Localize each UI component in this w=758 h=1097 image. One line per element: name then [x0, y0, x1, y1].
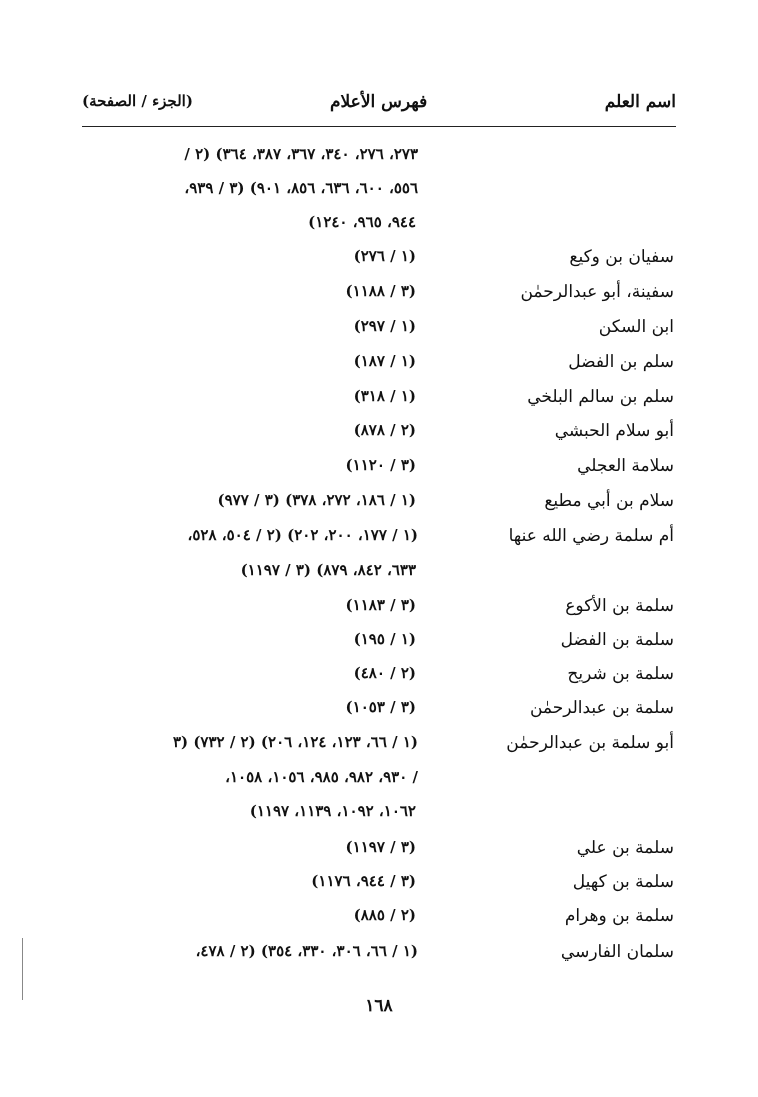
index-entry: [0, 698, 758, 732]
index-entry: [0, 630, 758, 664]
scan-margin-line: [22, 938, 23, 1000]
entry-reference: ٥٥٦، ٦٠٠، ٦٣٦، ٨٥٦، ٩٠١) (٣ / ٩٣٩،: [184, 179, 418, 197]
entry-name: سفيان بن وكيع: [569, 247, 674, 267]
index-entry: [0, 282, 758, 316]
index-entry: [0, 802, 758, 836]
entry-name: سلمة بن شريح: [567, 664, 674, 684]
entry-name: سفينة، أبو عبدالرحمٰن: [520, 282, 674, 302]
index-entry: [0, 387, 758, 421]
entry-name: أم سلمة رضي الله عنها: [508, 526, 674, 546]
entry-name: أبو سلمة بن عبدالرحمٰن: [506, 733, 674, 753]
index-entry: [0, 145, 758, 179]
index-entry: [0, 352, 758, 386]
page-title: فهرس الأعلام: [330, 92, 428, 112]
name-column-heading: اسم العلم: [604, 92, 676, 112]
index-entry: [0, 733, 758, 767]
entry-reference: (٣ / ١١٢٠): [345, 456, 416, 474]
entry-reference: (١ / ١٩٥): [353, 630, 416, 648]
reference-column-heading: (الجزء / الصفحة): [82, 92, 193, 110]
entry-reference: ١٠٦٢، ١٠٩٢، ١١٣٩، ١١٩٧): [249, 802, 416, 820]
index-entry: [0, 906, 758, 940]
entry-name: سلمة بن عبدالرحمٰن: [529, 698, 674, 718]
entry-reference: (٢ / ٤٨٠): [353, 664, 416, 682]
index-entry: [0, 664, 758, 698]
index-entry: [0, 317, 758, 351]
entry-name: سلمة بن كهيل: [572, 872, 674, 892]
entry-name: سلم بن الفضل: [568, 352, 674, 372]
entry-reference: (١ / ١٧٧، ٢٠٠، ٢٠٢) (٢ / ٥٠٤، ٥٢٨،: [187, 526, 418, 544]
entry-name: ابن السكن: [598, 317, 674, 337]
index-entry: [0, 247, 758, 281]
header-rule: [82, 126, 676, 127]
entry-reference: (٣ / ١٠٥٣): [345, 698, 416, 716]
entry-reference: ٢٧٣، ٢٧٦، ٣٤٠، ٣٦٧، ٣٨٧، ٣٦٤) (٢ /: [184, 145, 418, 163]
index-entry: [0, 213, 758, 247]
entry-reference: (٣ / ١١٨٨): [345, 282, 416, 300]
entry-name: سلمة بن الأكوع: [565, 596, 674, 616]
index-entry: [0, 491, 758, 525]
entry-name: سلام بن أبي مطيع: [544, 491, 674, 511]
entry-name: سلمان الفارسي: [560, 942, 674, 962]
entry-reference: (١ / ١٨٦، ٢٧٢، ٣٧٨) (٣ / ٩٧٧): [217, 491, 416, 509]
entry-reference: (١ / ٦٦، ١٢٣، ١٢٤، ٢٠٦) (٢ / ٧٣٢) (٣: [172, 733, 418, 751]
page-header: [82, 92, 676, 122]
entry-reference: (١ / ٢٧٦): [353, 247, 416, 265]
entry-name: سلامة العجلي: [577, 456, 674, 476]
entry-name: سلمة بن الفضل: [560, 630, 674, 650]
entry-name: سلمة بن وهرام: [564, 906, 674, 926]
entry-reference: (١ / ٢٩٧): [353, 317, 416, 335]
index-entry: [0, 596, 758, 630]
entry-reference: (٢ / ٨٨٥): [353, 906, 416, 924]
entry-reference: (٢ / ٨٧٨): [353, 421, 416, 439]
entry-reference: (١ / ٦٦، ٣٠٦، ٣٣٠، ٣٥٤) (٢ / ٤٧٨،: [195, 942, 418, 960]
index-entry: [0, 768, 758, 802]
index-entry: [0, 421, 758, 455]
entry-reference: ٦٣٣، ٨٤٢، ٨٧٩) (٣ / ١١٩٧): [240, 561, 416, 579]
index-entry: [0, 872, 758, 906]
entry-name: سلمة بن علي: [576, 838, 674, 858]
entry-reference: (١ / ٣١٨): [353, 387, 416, 405]
entry-name: أبو سلام الحبشي: [554, 421, 674, 441]
entry-reference: (٣ / ١١٨٣): [345, 596, 416, 614]
index-entry: [0, 838, 758, 872]
entry-reference: ٩٤٤، ٩٦٥، ١٢٤٠): [308, 213, 416, 231]
entry-reference: (٣ / ٩٤٤، ١١٧٦): [311, 872, 416, 890]
entry-name: سلم بن سالم البلخي: [527, 387, 674, 407]
index-entry: [0, 456, 758, 490]
entry-reference: (١ / ١٨٧): [353, 352, 416, 370]
index-entry: [0, 179, 758, 213]
page-number: ١٦٨: [365, 996, 393, 1016]
index-entry: [0, 561, 758, 595]
entry-reference: (٣ / ١١٩٧): [345, 838, 416, 856]
entry-reference: / ٩٣٠، ٩٨٢، ٩٨٥، ١٠٥٦، ١٠٥٨،: [225, 768, 418, 786]
index-entry: [0, 526, 758, 560]
index-entry: [0, 942, 758, 976]
